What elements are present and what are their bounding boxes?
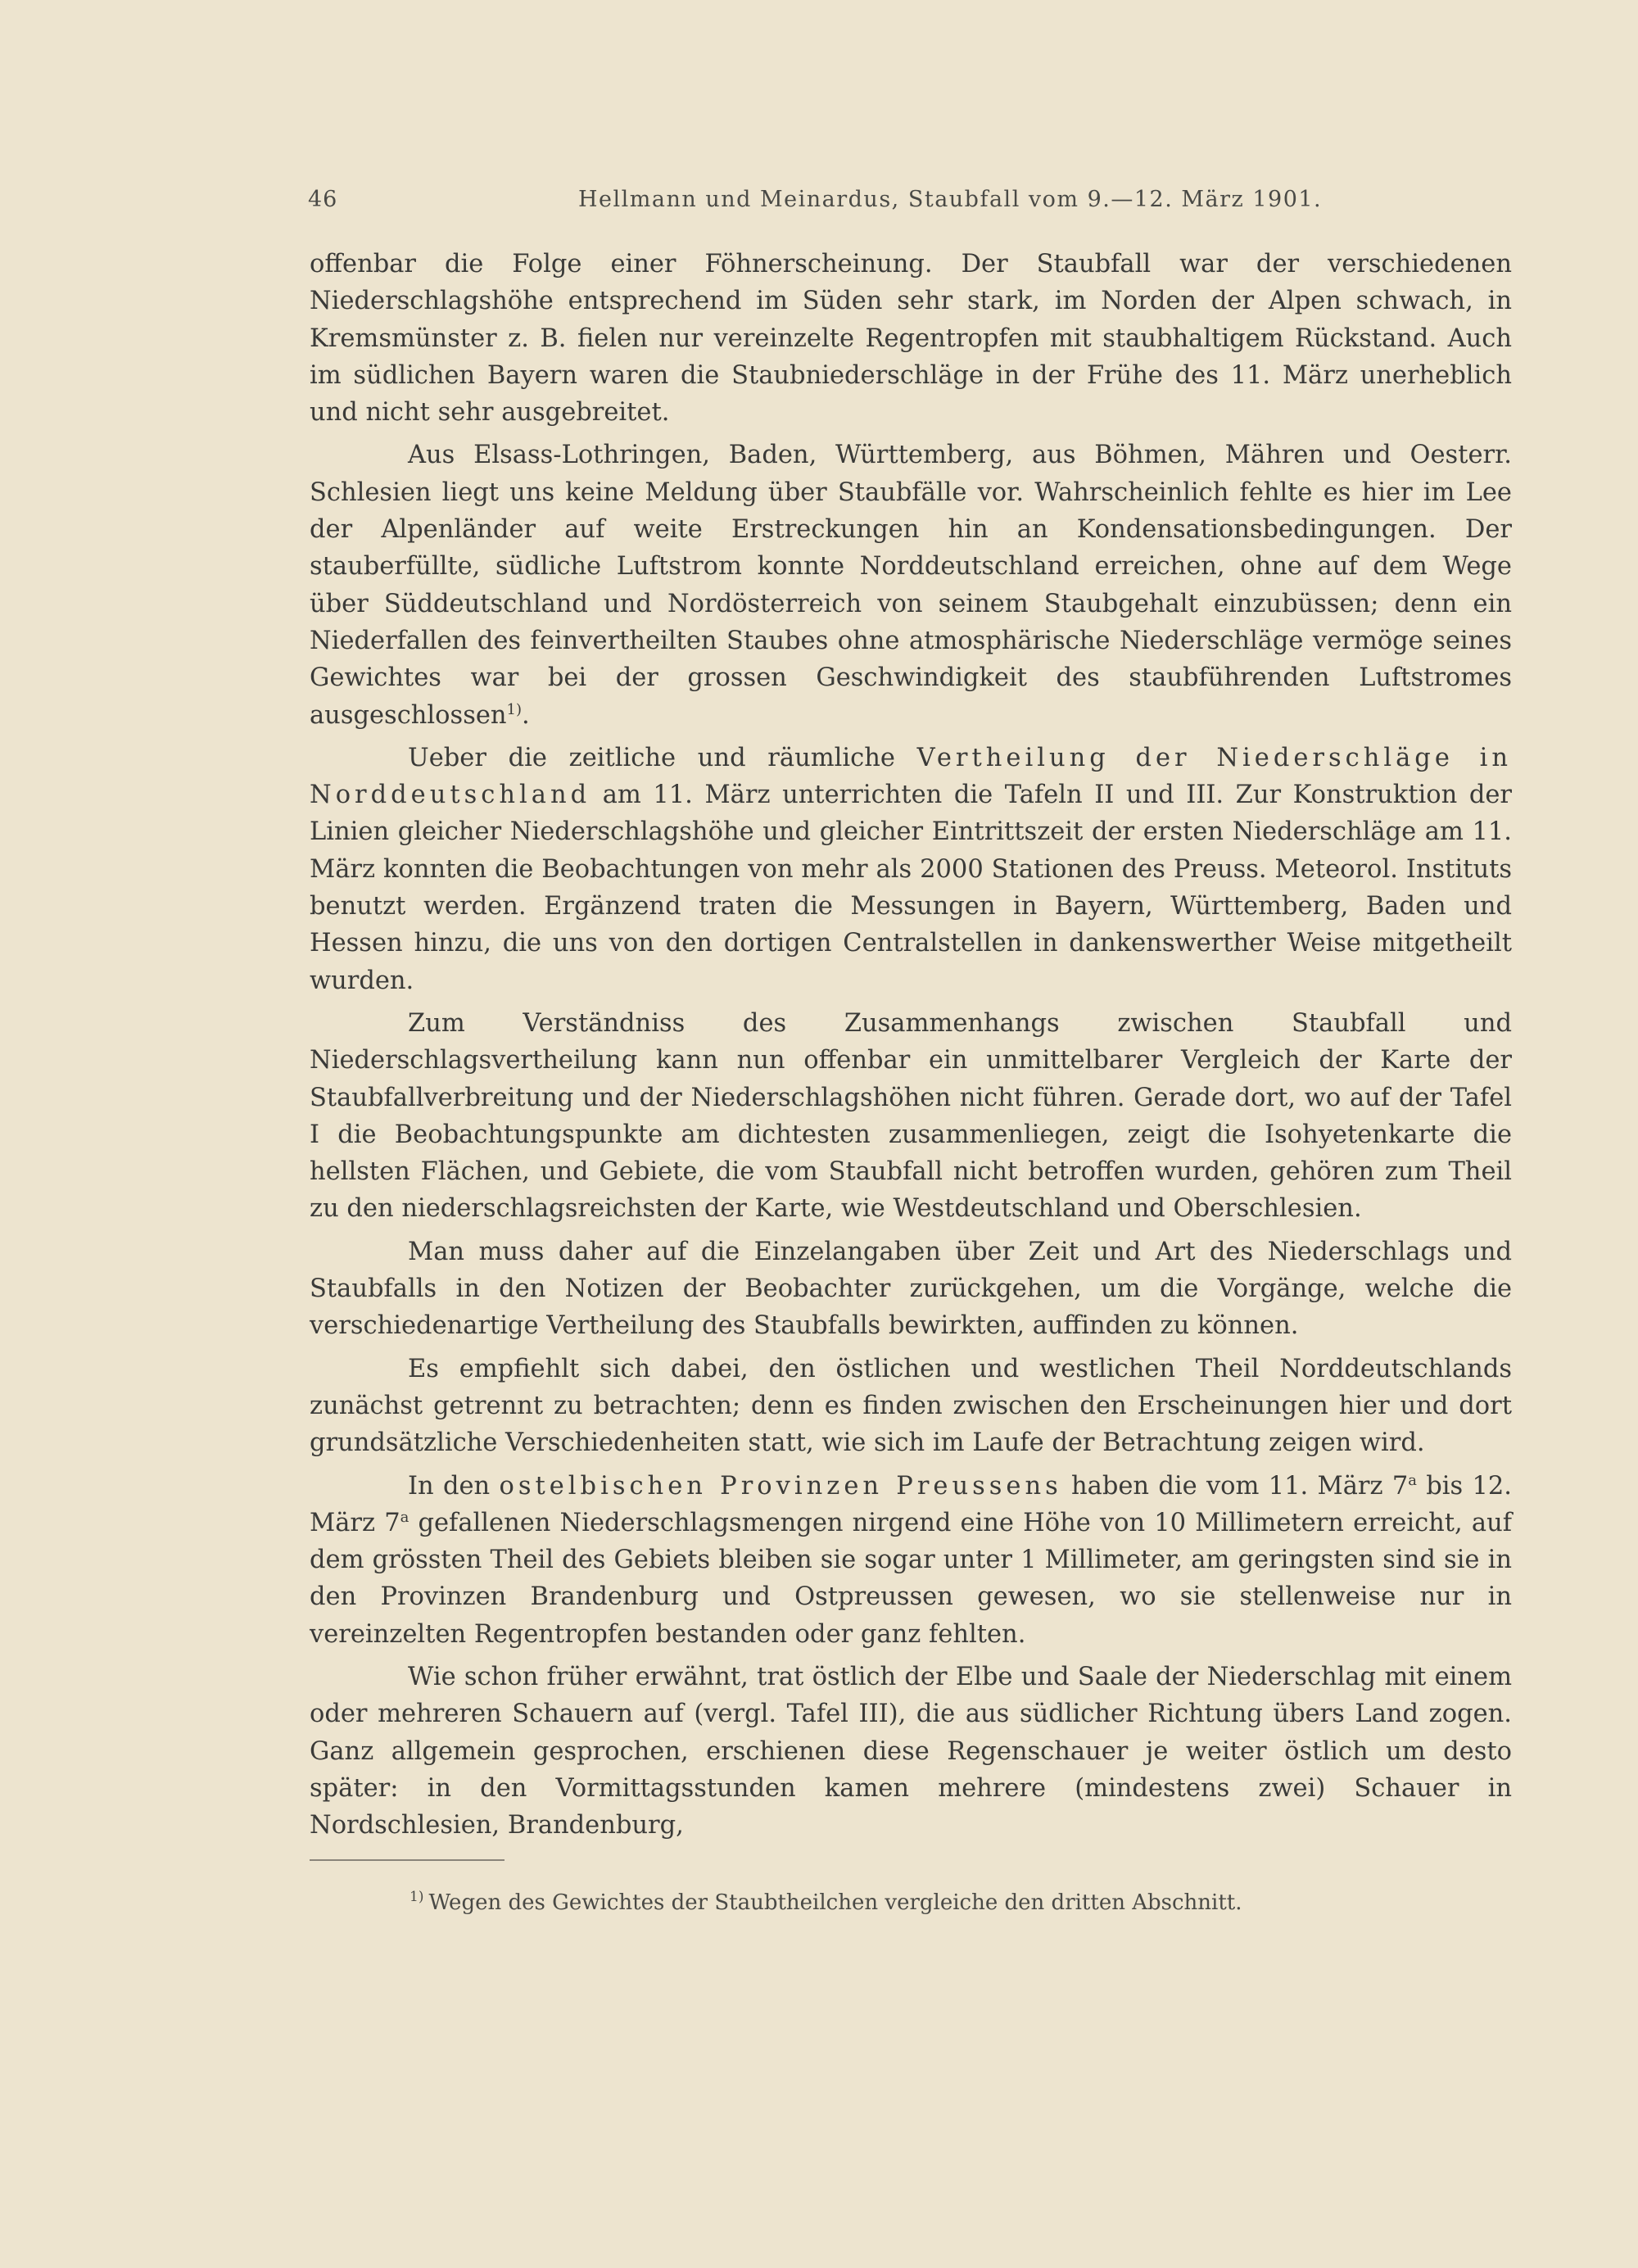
superscript: a — [1408, 1471, 1417, 1489]
paragraph-text: haben die vom 11. März 7 — [1061, 1471, 1409, 1501]
superscript: a — [400, 1508, 410, 1526]
paragraph-4 — [310, 1005, 1512, 1228]
paragraph-6 — [310, 1351, 1512, 1462]
page-number: 46 — [308, 187, 338, 212]
spaced-emphasis: Vertheilung der Niederschläge in Norddeutschland — [310, 743, 1512, 810]
paragraph-text: Es empfiehlt sich dabei, den östlichen und westlichen Theil Norddeutschlands zunächst getrennt zu betrachten; denn es finden zwischen den Erscheinungen hier und dort grundsätzliche Verschiedenheiten statt, wie sich im Laufe der Betrachtung zeigen wird. — [310, 1354, 1512, 1458]
paragraph-text: Ueber die zeitliche und räumliche — [408, 743, 917, 772]
paragraph-text: In den — [408, 1471, 500, 1501]
paragraph-text: am 11. März unterrichten die Tafeln II und III. Zur Konstruktion der Linien gleicher Niederschlagshöhe und gleicher Eintrittszeit der ersten Niederschläge am 11. März konnten die Beobachtungen von mehr als 2000 Stationen des Preuss. Meteorol. Instituts benutzt werden. Ergänzend traten die Messungen in Bayern, Württemberg, Baden und Hessen hinzu, die uns von den dortigen Centralstellen in dankenswerther Weise mitgetheilt wurden. — [310, 781, 1512, 995]
paragraph-text: Wie schon früher erwähnt, trat östlich der Elbe und Saale der Niederschlag mit einem oder mehreren Schauern auf (vergl. Tafel III), die aus südlicher Richtung übers Land zogen. Ganz allgemein gesprochen, erschienen diese Regenschauer je weiter östlich um desto später: in den Vormittagsstunden kamen mehrere (mindestens zwei) Schauer in Nordschlesien, Brandenburg, — [310, 1662, 1512, 1840]
paragraph-2 — [310, 437, 1512, 733]
spaced-emphasis: ostelbischen Provinzen Preussens — [499, 1471, 1062, 1501]
paragraph-text: Man muss daher auf die Einzelangaben über Zeit und Art des Niederschlags und Staubfalls in den Notizen der Beobachter zurückgehen, um die Vorgänge, welche die verschiedenartige Vertheilung des Staubfalls bewirkten, auffinden zu können. — [310, 1237, 1512, 1341]
footnote-reference: 1) — [506, 700, 523, 718]
paragraph-1 — [310, 246, 1512, 431]
paragraph-5 — [310, 1234, 1512, 1345]
paragraph-3 — [310, 740, 1512, 999]
footnote — [410, 1890, 1474, 1915]
paragraph-text: Zum Verständniss des Zusammenhangs zwischen Staubfall und Niederschlagsvertheilung kann nun offenbar ein unmittelbarer Vergleich der Karte der Staubfallverbreitung und der Niederschlagshöhen nicht führen. Gerade dort, wo auf der Tafel I die Beobachtungspunkte am dichtesten zusammenliegen, zeigt die Isohyetenkarte die hellsten Flächen, und Gebiete, die vom Staubfall nicht betroffen wurden, gehören zum Theil zu den niederschlagsreichsten der Karte, wie Westdeutschland und Oberschlesien. — [310, 1008, 1512, 1224]
paragraph-text: . — [522, 700, 530, 730]
running-title: Hellmann und Meinardus, Staubfall vom 9.—12. März 1901. — [578, 187, 1323, 212]
paragraph-8 — [310, 1659, 1512, 1844]
paragraph-text: Aus Elsass-Lothringen, Baden, Württemberg, aus Böhmen, Mähren und Oesterr. Schlesien liegt uns keine Meldung über Staubfälle vor. Wahrscheinlich fehlte es hier im Lee der Alpenländer auf weite Erstreckungen hin an Kondensationsbedingungen. Der stauberfüllte, südliche Luftstrom konnte Norddeutschland erreichen, ohne auf dem Wege über Süddeutschland und Nordösterreich von seinem Staubgehalt einzubüssen; denn ein Niederfallen des feinvertheilten Staubes ohne atmosphärische Niederschläge vermöge seines Gewichtes war bei der grossen Geschwindigkeit des staubführenden Luftstromes ausgeschlossen — [310, 441, 1512, 730]
footnote-rule — [310, 1859, 505, 1861]
paragraph-7 — [310, 1468, 1512, 1653]
paragraph-text: bis 12. März 7 — [310, 1471, 1512, 1537]
paragraph-text: gefallenen Niederschlagsmengen nirgend eine Höhe von 10 Millimetern erreicht, auf dem grössten Theil des Gebiets bleiben sie sogar unter 1 Millimeter, am geringsten sind sie in den Provinzen Brandenburg und Ostpreussen gewesen, wo sie stellenweise nur in vereinzelten Regentropfen bestanden oder ganz fehlten. — [310, 1508, 1512, 1649]
footnote-text: Wegen des Gewichtes der Staubtheilchen vergleiche den dritten Abschnitt. — [428, 1890, 1242, 1915]
body-text — [310, 246, 1512, 1849]
paragraph-text: offenbar die Folge einer Föhnerscheinung. Der Staubfall war der verschiedenen Niederschlagshöhe entsprechend im Süden sehr stark, im Norden der Alpen schwach, in Kremsmünster z. B. fielen nur vereinzelte Regentropfen mit staubhaltigem Rückstand. Auch im südlichen Bayern waren die Staubniederschläge in der Frühe des 11. März unerheblich und nicht sehr ausgebreitet. — [310, 250, 1512, 428]
footnote-mark: 1) — [410, 1889, 424, 1906]
